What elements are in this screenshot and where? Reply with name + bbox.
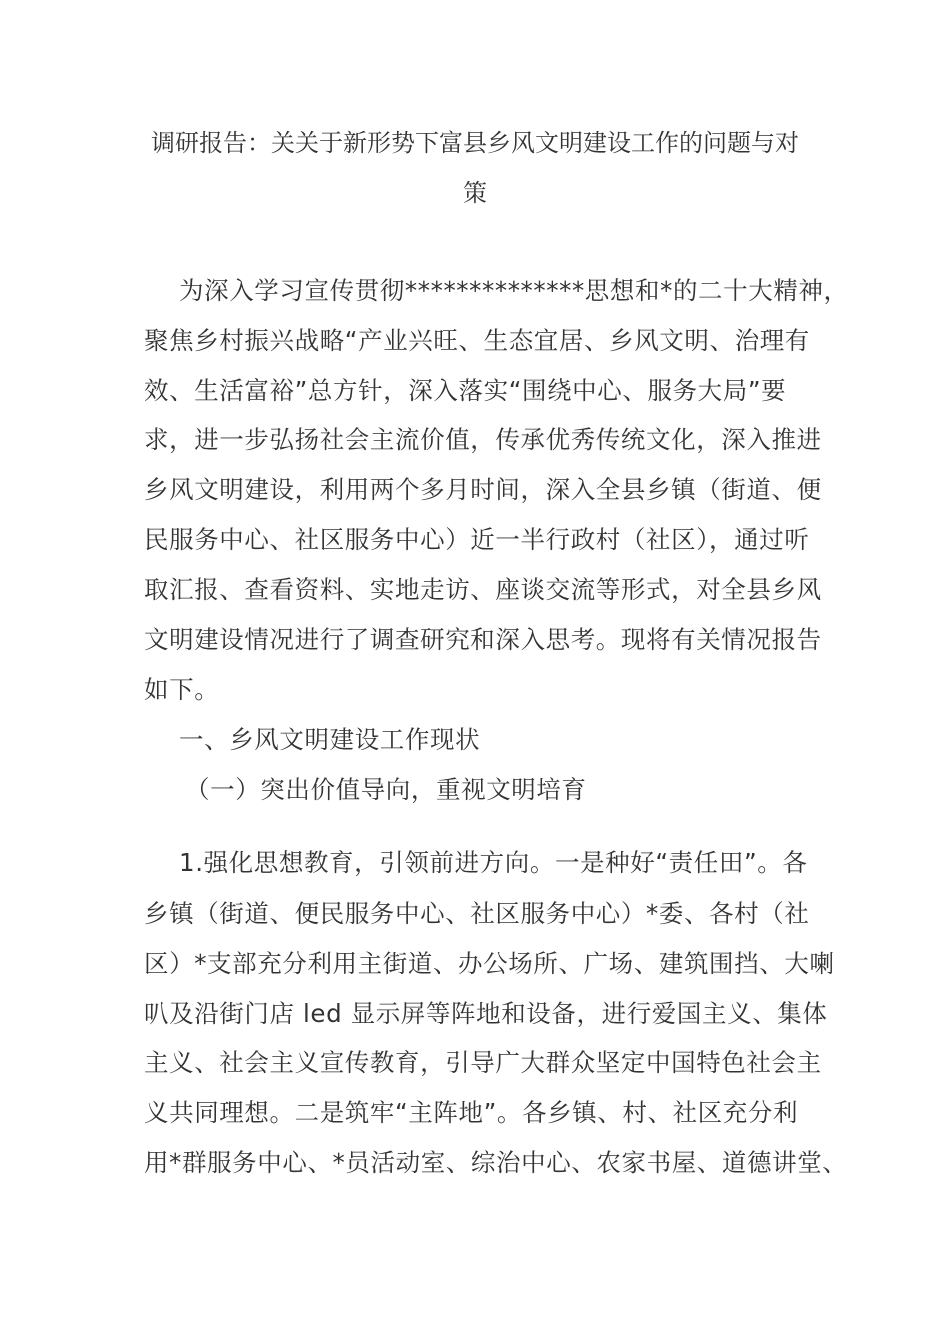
intro-line-5: 乡风文明建设，利用两个多月时间，深入全县乡镇（街道、便 [144, 475, 822, 504]
item1-line-4: 叭及沿街门店 led 显示屏等阵地和设备，进行爱国主义、集体 [144, 999, 828, 1028]
intro-line-8: 文明建设情况进行了调查研究和深入思考。现将有关情况报告 [144, 625, 822, 654]
intro-line-2: 聚焦乡村振兴战略“产业兴旺、生态宜居、乡风文明、治理有 [144, 326, 810, 355]
intro-line-6: 民服务中心、社区服务中心）近一半行政村（社区），通过听 [144, 525, 810, 554]
intro-line-9: 如下。 [144, 675, 220, 704]
title-line-1: 调研报告：关关于新形势下富县乡风文明建设工作的问题与对 [151, 129, 799, 157]
item1-line-5: 主义、社会主义宣传教育，引导广大群众坚定中国特色社会主 [144, 1048, 822, 1077]
intro-line-7: 取汇报、查看资料、实地走访、座谈交流等形式，对全县乡风 [144, 575, 822, 604]
item1-line-2: 乡镇（街道、便民服务中心、社区服务中心）*委、各村（社 [144, 899, 810, 928]
intro-line-4: 求，进一步弘扬社会主流价值，传承优秀传统文化，深入推进 [144, 425, 822, 454]
item1-line-7: 用*群服务中心、*员活动室、综治中心、农家书屋、道德讲堂、 [144, 1148, 848, 1177]
section-heading: 一、乡风文明建设工作现状 [179, 725, 481, 754]
subsection-heading: （一）突出价值导向，重视文明培育 [185, 775, 587, 804]
intro-line-1: 为深入学习宣传贯彻**************思想和*的二十大精神， [179, 276, 849, 305]
title-line-2: 策 [463, 179, 487, 207]
document-title [144, 118, 806, 218]
item1-line-3: 区）*支部充分利用主街道、办公场所、广场、建筑围挡、大喇 [144, 949, 835, 978]
item1-line-6: 义共同理想。二是筑牢“主阵地”。各乡镇、村、社区充分利 [144, 1098, 799, 1127]
item1-line-1: 1.强化思想教育，引领前进方向。一是种好“责任田”。各 [179, 848, 808, 877]
intro-line-3: 效、生活富裕”总方针，深入落实“围绕中心、服务大局”要 [144, 376, 787, 405]
